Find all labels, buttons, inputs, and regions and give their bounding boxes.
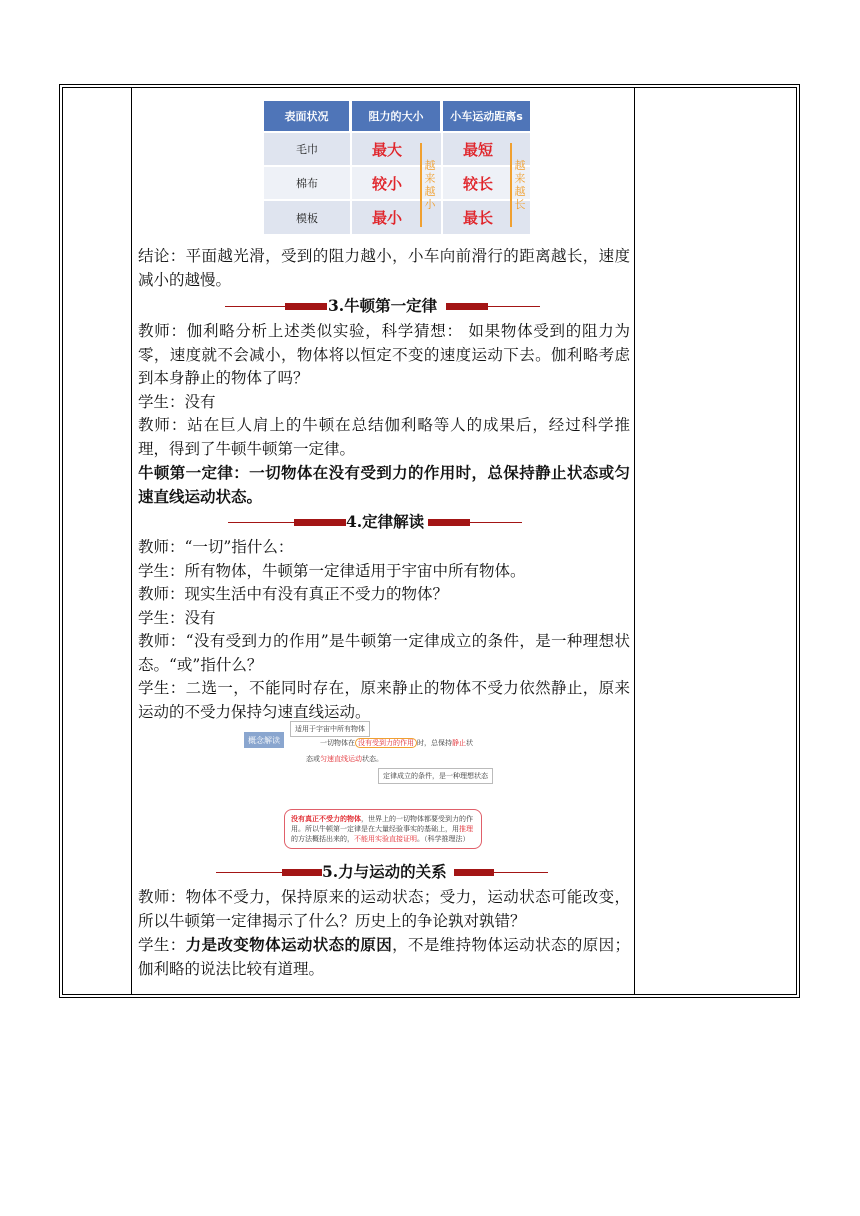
concept-label: 概念解读 — [244, 732, 284, 748]
concept-line-2 — [306, 754, 383, 764]
section-heading-5 — [138, 860, 630, 886]
increase-arrow — [510, 143, 512, 227]
teacher-text: 教师：现实生活中有没有真正不受力的物体？ — [138, 585, 449, 603]
section-bar — [282, 869, 322, 876]
section-rule — [216, 872, 282, 873]
section-heading-4 — [138, 510, 630, 536]
concept-box-condition: 定律成立的条件，是一种理想状态 — [378, 768, 493, 784]
concept-text: 一切物体在 — [320, 739, 355, 747]
table-header-surface: 表面状况 — [264, 101, 349, 131]
decrease-arrow — [420, 143, 422, 227]
table-cell: 最短 — [462, 140, 493, 159]
table-cell: 最长 — [462, 209, 493, 227]
section-bar — [454, 869, 494, 876]
student-prefix: 学生： — [138, 936, 186, 954]
student-text: 学生：所有物体，牛顿第一定律适用于宇宙中所有物体。 — [138, 561, 526, 580]
teacher-text: 教师：“一切”指什么： — [138, 538, 294, 556]
main-content — [138, 245, 630, 724]
lower-content — [138, 858, 630, 981]
concept-note-text: 的方法概括出来的， — [291, 835, 354, 843]
section-title: 4.定律解读 — [346, 512, 425, 531]
table-cell: 棉布 — [296, 177, 318, 190]
concept-text: 状态。 — [362, 755, 383, 763]
concept-line-1 — [320, 738, 473, 748]
table-cell: 最大 — [371, 140, 402, 159]
section-rule — [488, 306, 540, 307]
concept-note-box — [284, 809, 482, 849]
concept-note-highlight: 不能用实验直接证明 — [354, 835, 417, 843]
section-title: 5.力与运动的关系 — [322, 862, 447, 881]
law-statement: 牛顿第一定律：一切物体在没有受到力的作用时，总保持静止状态或匀速直线运动状态。 — [138, 463, 630, 506]
concept-note-highlight: 推理 — [459, 825, 473, 833]
concept-note-highlight: 没有真正不受力的物体 — [291, 815, 361, 823]
teacher-text: 教师：“没有受到力的作用”是牛顿第一定律成立的条件，是一种理想状态。“或”指什么？ — [138, 632, 630, 674]
section-bar — [428, 519, 470, 526]
section-bar — [294, 519, 346, 526]
section-rule — [225, 306, 285, 307]
section-title: 3.牛顿第一定律 — [328, 296, 438, 315]
annotation-increasing: 越来越长 — [514, 159, 526, 211]
table-header-resistance: 阻力的大小 — [352, 101, 440, 131]
table-cell: 最小 — [371, 209, 402, 227]
table-cell: 较长 — [462, 174, 493, 193]
section-rule — [470, 522, 522, 523]
student-text: 学生：二选一，不能同时存在，原来静止的物体不受力依然静止，原来运动的不受力保持匀速直线运动。 — [138, 679, 630, 721]
column-divider-left — [131, 88, 132, 994]
section-rule — [494, 872, 548, 873]
section-heading-3 — [138, 294, 630, 320]
key-conclusion: 力是改变物体运动状态的原因 — [185, 935, 393, 954]
table-cell: 模板 — [296, 211, 318, 225]
concept-highlight: 静止 — [452, 739, 466, 747]
teacher-text: 教师：站在巨人肩上的牛顿在总结伽利略等人的成果后，经过科学推理，得到了牛顿牛顿第一定律。 — [138, 416, 630, 458]
concept-text: 态或 — [306, 755, 320, 763]
concept-box-scope: 适用于宇宙中所有物体 — [290, 721, 370, 737]
concept-note-text: ，世界上的一切物体都要受到力的作用。所以牛顿第一定律是在大量经验事实的基础上，用 — [291, 815, 473, 833]
table-cell: 较小 — [371, 174, 402, 193]
section-rule — [228, 522, 294, 523]
student-text — [138, 933, 630, 981]
concept-figure — [244, 717, 514, 852]
student-text: 学生：没有 — [138, 608, 216, 627]
friction-table-figure — [264, 101, 530, 234]
table-header-distance: 小车运动距离s — [443, 101, 530, 131]
annotation-decreasing: 越来越小 — [424, 159, 436, 211]
student-rest: ，不是维持物体运动状态的原因；伽利略的说法比较有道理。 — [138, 936, 630, 978]
section-bar — [446, 303, 488, 310]
section-bar — [285, 303, 327, 310]
concept-text: 状 — [466, 739, 473, 747]
student-text: 学生：没有 — [138, 392, 216, 411]
concept-note-text: 。（科学推理法） — [417, 835, 470, 843]
teacher-text: 教师：伽利略分析上述类似实验，科学猜想： 如果物体受到的阻力为零，速度就不会减小，物体将以恒定不变的速度运动下去。伽利略考虑到本身静止的物体了吗？ — [138, 322, 630, 387]
column-divider-right — [634, 88, 635, 994]
teacher-text: 教师：物体不受力，保持原来的运动状态；受力，运动状态可能改变，所以牛顿第一定律揭示了什么？历史上的争论孰对孰错？ — [138, 888, 630, 930]
table-cell: 毛巾 — [296, 143, 318, 156]
concept-highlight: 没有受到力的作用 — [355, 738, 417, 748]
conclusion-text: 结论：平面越光滑，受到的阻力越小，小车向前滑行的距离越长，速度减小的越慢。 — [138, 247, 630, 289]
concept-highlight: 匀速直线运动 — [320, 755, 362, 763]
concept-text: 时，总保持 — [417, 739, 452, 747]
